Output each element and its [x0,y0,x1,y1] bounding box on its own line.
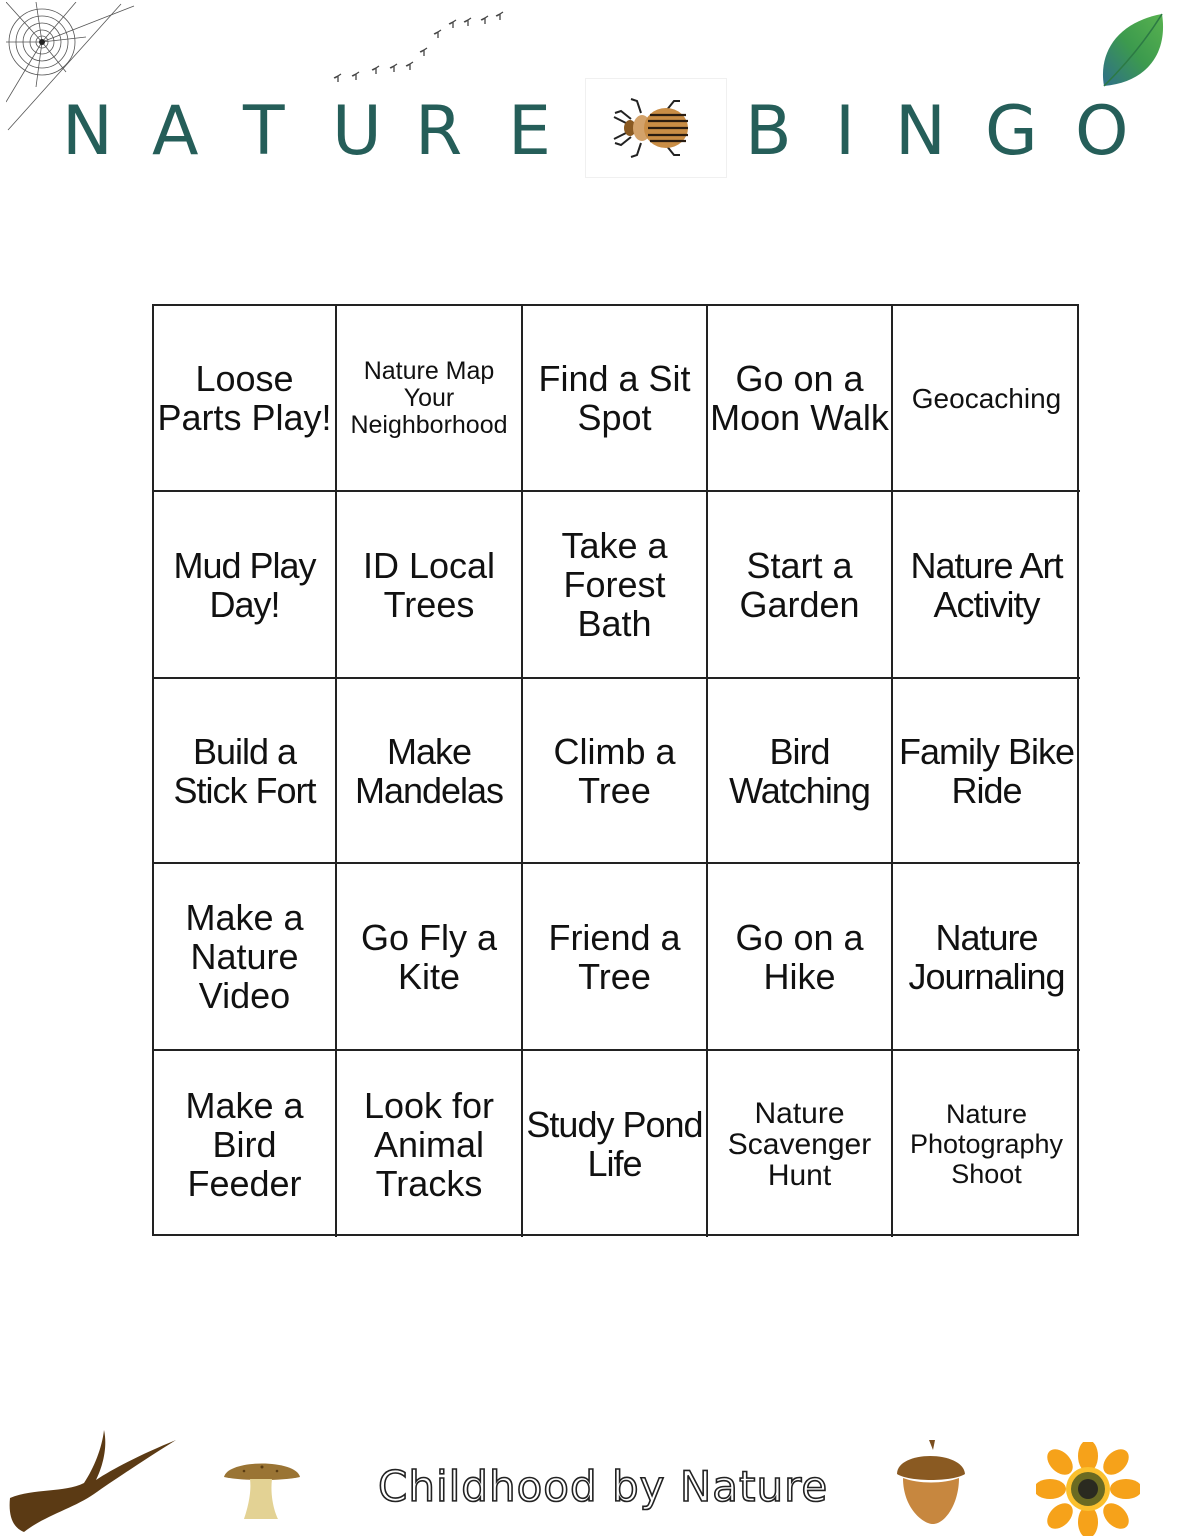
bingo-cell[interactable]: Nature Journaling [893,864,1080,1051]
bingo-cell[interactable]: Start a Garden [708,492,893,679]
stick-icon [4,1428,179,1536]
title-letter: G [985,92,1038,171]
bingo-cell[interactable]: Make Mandelas [337,679,523,864]
sunflower-icon [1036,1442,1140,1536]
beetle-image-frame [585,78,727,178]
acorn-icon [893,1438,969,1526]
bingo-cell[interactable]: Study Pond Life [523,1051,708,1237]
bingo-cell[interactable]: Climb a Tree [523,679,708,864]
bingo-cell[interactable]: Look for Animal Tracks [337,1051,523,1237]
bingo-cell[interactable]: Nature Scavenger Hunt [708,1051,893,1237]
mushroom-icon [222,1455,302,1527]
bingo-cell[interactable]: Mud Play Day! [154,492,337,679]
bingo-cell[interactable]: Make a Bird Feeder [154,1051,337,1237]
leaf-icon [1098,12,1168,88]
title-letter: N [895,92,946,171]
beetle-icon [586,79,726,177]
bingo-cell[interactable]: Find a Sit Spot [523,306,708,492]
bingo-cell[interactable]: ID Local Trees [337,492,523,679]
brand-footer: Childhood by Nature [378,1462,829,1511]
bingo-cell[interactable]: Build a Stick Fort [154,679,337,864]
bingo-cell[interactable]: Go on a Hike [708,864,893,1051]
title-letter: A [152,92,199,171]
bingo-cell[interactable]: Nature Photography Shoot [909,1099,1064,1189]
bingo-cell[interactable]: Family Bike Ride [893,679,1080,864]
title-letter: O [1075,92,1129,171]
bingo-cell[interactable]: Nature Art Activity [893,492,1080,679]
bingo-cell[interactable]: Friend a Tree [523,864,708,1051]
title-letter: N [62,92,113,171]
bingo-cell[interactable]: Geocaching [893,306,1080,492]
bingo-cell[interactable]: Take a Forest Bath [523,492,708,679]
title-letter: I [835,92,856,171]
title-letter: U [332,92,382,171]
title-letter: E [508,92,551,171]
bingo-cell[interactable]: Make a Nature Video [154,864,337,1051]
title-letter: R [415,92,463,171]
title-letter: T [243,92,285,171]
bingo-cell[interactable]: Go Fly a Kite [337,864,523,1051]
bingo-cell[interactable]: Nature Map Your Neighborhood [337,306,523,492]
bingo-grid [152,304,1079,1236]
bingo-cell[interactable]: Loose Parts Play! [154,306,337,492]
title-letter: B [745,92,792,171]
bird-tracks-icon [325,8,515,93]
bingo-cell[interactable]: Bird Watching [708,679,893,864]
bingo-cell[interactable]: Go on a Moon Walk [708,306,893,492]
